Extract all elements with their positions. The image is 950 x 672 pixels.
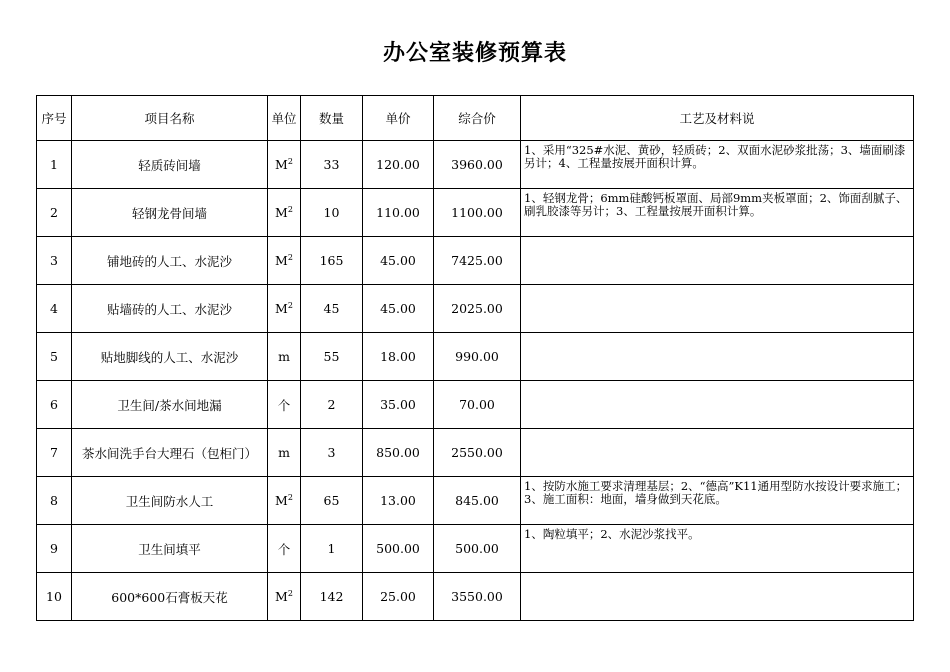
cell-unit	[268, 525, 301, 573]
cell-name: 轻钢龙骨间墙	[72, 189, 268, 237]
cell-qty: 3	[301, 429, 363, 477]
cell-desc: 1、按防水施工要求清理基层；2、“德高”K11通用型防水按设计要求施工；3、施工面积：地面，墙身做到天花底。	[521, 477, 914, 525]
table-row	[37, 429, 914, 477]
cell-no: 7	[37, 429, 72, 477]
cell-price: 13.00	[363, 477, 434, 525]
unit-symbol: M	[275, 157, 288, 172]
cell-total: 1100.00	[434, 189, 521, 237]
cell-unit	[268, 573, 301, 621]
table-row	[37, 573, 914, 621]
cell-desc	[521, 573, 914, 621]
page-title: 办公室装修预算表	[382, 41, 567, 66]
cell-no: 3	[37, 237, 72, 285]
unit-symbol: 个	[277, 397, 291, 413]
cell-desc: 1、采用“325#水泥、黄砂，轻质砖；2、双面水泥砂浆批荡；3、墙面刷漆另计；4、工程量按展开面积计算。	[521, 141, 914, 189]
table-row	[37, 237, 914, 285]
cell-no: 4	[37, 285, 72, 333]
cell-desc	[521, 285, 914, 333]
cell-unit	[268, 429, 301, 477]
unit-superscript: 2	[287, 588, 293, 598]
cell-unit	[268, 237, 301, 285]
cell-qty: 165	[301, 237, 363, 285]
cell-total: 500.00	[434, 525, 521, 573]
unit-superscript: 2	[287, 300, 293, 310]
cell-price: 35.00	[363, 381, 434, 429]
cell-desc: 1、陶粒填平；2、水泥沙浆找平。	[521, 525, 914, 573]
cell-name: 茶水间洗手台大理石（包柜门）	[72, 429, 268, 477]
unit-symbol: 个	[277, 541, 291, 557]
cell-name: 卫生间填平	[72, 525, 268, 573]
unit-symbol: m	[278, 349, 290, 364]
cell-unit	[268, 477, 301, 525]
header-price: 单价	[363, 96, 434, 141]
cell-no: 1	[37, 141, 72, 189]
header-qty: 数量	[301, 96, 363, 141]
cell-qty: 2	[301, 381, 363, 429]
header-unit: 单位	[268, 96, 301, 141]
cell-qty: 142	[301, 573, 363, 621]
cell-total: 845.00	[434, 477, 521, 525]
cell-qty: 1	[301, 525, 363, 573]
cell-qty: 33	[301, 141, 363, 189]
table-row	[37, 381, 914, 429]
cell-unit	[268, 285, 301, 333]
unit-symbol: M	[275, 301, 288, 316]
cell-total: 3960.00	[434, 141, 521, 189]
cell-total: 3550.00	[434, 573, 521, 621]
cell-no: 8	[37, 477, 72, 525]
unit-superscript: 2	[287, 252, 293, 262]
cell-price: 110.00	[363, 189, 434, 237]
cell-no: 6	[37, 381, 72, 429]
budget-table	[36, 95, 914, 621]
cell-qty: 55	[301, 333, 363, 381]
cell-total: 7425.00	[434, 237, 521, 285]
table-row	[37, 141, 914, 189]
cell-unit	[268, 141, 301, 189]
cell-no: 9	[37, 525, 72, 573]
unit-symbol: M	[275, 253, 288, 268]
cell-price: 45.00	[363, 285, 434, 333]
cell-price: 850.00	[363, 429, 434, 477]
cell-total: 990.00	[434, 333, 521, 381]
cell-price: 500.00	[363, 525, 434, 573]
unit-superscript: 2	[287, 204, 293, 214]
table-row	[37, 477, 914, 525]
header-desc: 工艺及材料说	[521, 96, 914, 141]
cell-total: 2025.00	[434, 285, 521, 333]
cell-price: 25.00	[363, 573, 434, 621]
cell-desc	[521, 333, 914, 381]
table-row	[37, 189, 914, 237]
cell-desc	[521, 429, 914, 477]
cell-name: 卫生间/茶水间地漏	[72, 381, 268, 429]
table-row	[37, 525, 914, 573]
table-header-row	[37, 96, 914, 141]
cell-total: 70.00	[434, 381, 521, 429]
cell-name: 600*600石膏板天花	[72, 573, 268, 621]
unit-symbol: M	[275, 493, 288, 508]
cell-price: 18.00	[363, 333, 434, 381]
cell-no: 10	[37, 573, 72, 621]
cell-no: 2	[37, 189, 72, 237]
cell-desc	[521, 237, 914, 285]
cell-unit	[268, 381, 301, 429]
header-total: 综合价	[434, 96, 521, 141]
cell-name: 铺地砖的人工、水泥沙	[72, 237, 268, 285]
header-no: 序号	[37, 96, 72, 141]
unit-superscript: 2	[287, 156, 293, 166]
cell-unit	[268, 333, 301, 381]
cell-desc: 1、轻钢龙骨；6mm硅酸钙板罩面、局部9mm夹板罩面；2、饰面刮腻子、刷乳胶漆等另计；3、工程量按展开面积计算。	[521, 189, 914, 237]
unit-symbol: M	[275, 589, 288, 604]
cell-qty: 10	[301, 189, 363, 237]
cell-name: 卫生间防水人工	[72, 477, 268, 525]
header-name: 项目名称	[72, 96, 268, 141]
cell-price: 45.00	[363, 237, 434, 285]
table-row	[37, 333, 914, 381]
unit-symbol: m	[278, 445, 290, 460]
cell-no: 5	[37, 333, 72, 381]
unit-symbol: M	[275, 205, 288, 220]
cell-qty: 65	[301, 477, 363, 525]
unit-superscript: 2	[287, 492, 293, 502]
table-body	[37, 141, 914, 621]
cell-qty: 45	[301, 285, 363, 333]
table-row	[37, 285, 914, 333]
cell-total: 2550.00	[434, 429, 521, 477]
cell-name: 轻质砖间墙	[72, 141, 268, 189]
cell-unit	[268, 189, 301, 237]
cell-name: 贴墙砖的人工、水泥沙	[72, 285, 268, 333]
cell-price: 120.00	[363, 141, 434, 189]
cell-desc	[521, 381, 914, 429]
cell-name: 贴地脚线的人工、水泥沙	[72, 333, 268, 381]
